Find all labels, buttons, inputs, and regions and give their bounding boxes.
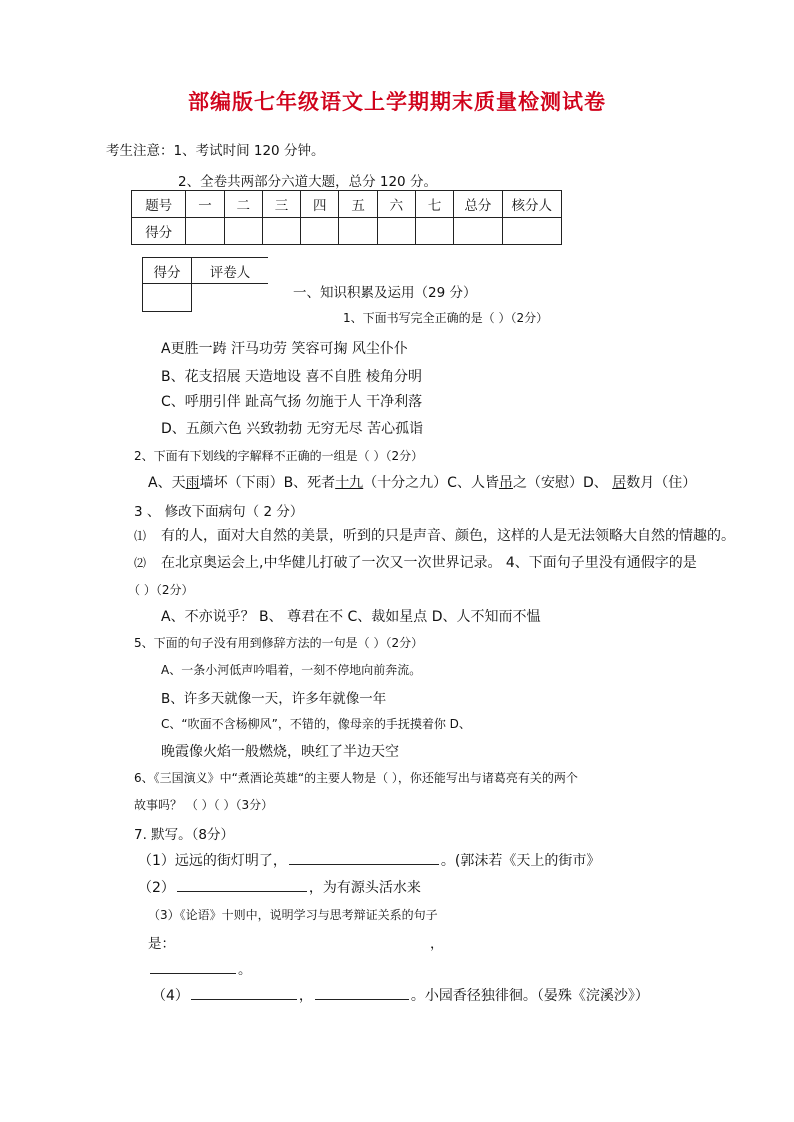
notice-line-1: 考生注意：1、考试时间 120 分钟。: [106, 143, 325, 159]
grader-name-cell: [192, 284, 269, 312]
score-cell: [415, 218, 453, 245]
q2-a-post: 墙坏（下雨）B、死者: [199, 475, 336, 491]
question-2-options: [148, 472, 696, 492]
q7-s3-period: 。: [238, 962, 252, 978]
q2-a-underline: 雨: [185, 475, 200, 491]
question-7-sentence-4: [152, 985, 649, 1005]
q7-s1-pre: （1）远远的街灯明了，: [138, 853, 287, 869]
question-3-item-1-number: ⑴: [134, 529, 147, 543]
score-table-score-row: [132, 218, 562, 245]
fill-blank[interactable]: [289, 863, 439, 865]
score-cell: [454, 218, 502, 245]
fill-blank[interactable]: [150, 972, 236, 974]
question-1-option-a: A更胜一踌 汗马功劳 笑容可掬 风尘仆仆: [161, 341, 408, 357]
question-7-sentence-3: （3）《论语》十则中，说明学习与思考辩证关系的句子: [148, 908, 438, 922]
q7-s4-pre: （4）: [152, 988, 189, 1004]
question-1-option-d: D、五颜六色 兴致勃勃 无穷无尽 苦心孤诣: [161, 421, 424, 437]
score-table-header: 五: [339, 191, 377, 218]
fill-blank[interactable]: [191, 998, 297, 1000]
score-table-header: 二: [224, 191, 262, 218]
question-3-item-2: 在北京奥运会上,中华健儿打破了一次又一次世界记录。 4、下面句子里没有通假字的是: [161, 555, 697, 571]
question-5-stem: 5、下面的句子没有用到修辞方法的一句是（ ）（2分）: [134, 636, 424, 650]
score-row-label: 得分: [132, 218, 186, 245]
score-cell: [502, 218, 561, 245]
q7-s2-pre: （2）: [138, 880, 175, 896]
question-7-sentence-2: [138, 877, 421, 897]
question-5-option-d: 晚霞像火焰一般燃烧，映红了半边天空: [161, 744, 399, 760]
grader-score-label: 得分: [143, 258, 192, 284]
fill-blank[interactable]: [315, 998, 409, 1000]
q2-a-pre: A、天: [148, 475, 186, 491]
question-5-option-b: B、许多天就像一天，许多年就像一年: [161, 691, 387, 707]
score-table-header: 四: [301, 191, 339, 218]
question-1-option-c: C、呼朋引伴 趾高气扬 勿施于人 干净利落: [161, 394, 423, 410]
q7-s4-post: 。小园香径独徘徊。（晏殊《浣溪沙》）: [410, 988, 649, 1004]
score-cell: [377, 218, 415, 245]
question-1-option-b: B、花支招展 天造地设 喜不自胜 棱角分明: [161, 369, 422, 385]
score-table-header: 总分: [454, 191, 502, 218]
q2-d-post: 数月（住）: [626, 475, 697, 491]
q2-c-underline: 吊: [498, 475, 513, 491]
q7-s1-post: 。(郭沫若《天上的街市》: [440, 853, 601, 869]
score-cell: [262, 218, 300, 245]
score-table-header: 题号: [132, 191, 186, 218]
exam-title: 部编版七年级语文上学期期末质量检测试卷: [188, 90, 606, 114]
q7-s2-post: ，为有源头活水来: [308, 880, 421, 896]
q2-b-post: （十分之九）C、人皆: [363, 475, 499, 491]
question-4-stem-cont: （ ）（2分）: [128, 583, 194, 597]
notice-line-2: 2、全卷共两部分六道大题，总分 120 分。: [178, 174, 437, 190]
score-cell: [224, 218, 262, 245]
question-7-sentence-3-is: 是：: [148, 936, 175, 952]
grader-score-cell: [143, 284, 192, 312]
fill-blank[interactable]: [177, 890, 307, 892]
question-7-stem: 7. 默写。（8分）: [134, 827, 235, 843]
grader-box: [142, 257, 268, 312]
score-cell: [339, 218, 377, 245]
question-5-option-c: C、“吹面不含杨柳风”，不错的，像母亲的手抚摸着你 D、: [161, 717, 471, 731]
question-2-stem: 2、下面有下划线的字解释不正确的一组是（ ）（2分）: [134, 449, 424, 463]
question-7-sentence-1: [138, 850, 600, 870]
score-table: [131, 190, 562, 245]
question-7-sentence-3-end: [148, 958, 252, 978]
score-table-header: 六: [377, 191, 415, 218]
question-3-item-1: 有的人，面对大自然的美景，听到的只是声音、颜色，这样的人是无法领略大自然的情趣的。: [161, 528, 735, 544]
score-table-header-row: [132, 191, 562, 218]
question-4-options: A、不亦说乎？ B、 尊君在不 C、裁如星点 D、人不知而不愠: [161, 609, 541, 625]
score-cell: [301, 218, 339, 245]
section-heading-1: 一、知识积累及运用（29 分）: [293, 285, 477, 301]
q7-s4-comma: ，: [298, 988, 313, 1004]
grader-name-label: 评卷人: [192, 258, 269, 284]
score-table-header: 核分人: [502, 191, 561, 218]
question-3-item-2-number: ⑵: [134, 556, 147, 570]
q2-d-underline: 居: [612, 475, 627, 491]
question-6-line-2: 故事吗？ （ ）（ ）（3分）: [134, 798, 274, 812]
score-table-header: 三: [262, 191, 300, 218]
question-6-line-1: 6、《三国演义》中“煮酒论英雄“的主要人物是（ ），你还能写出与诸葛亮有关的两个: [134, 771, 578, 785]
question-7-sentence-3-comma: ，: [430, 936, 444, 952]
question-5-option-a: A、一条小河低声吟唱着，一刻不停地向前奔流。: [161, 663, 422, 677]
q2-c-post: 之（安慰）D、: [512, 475, 613, 491]
score-cell: [186, 218, 224, 245]
question-1-stem: 1、下面书写完全正确的是（ ）（2分）: [343, 311, 549, 325]
question-3-stem: 3 、 修改下面病句（ 2 分）: [134, 504, 304, 520]
q2-b-underline: 十九: [335, 475, 364, 491]
score-table-header: 七: [415, 191, 453, 218]
score-table-header: 一: [186, 191, 224, 218]
